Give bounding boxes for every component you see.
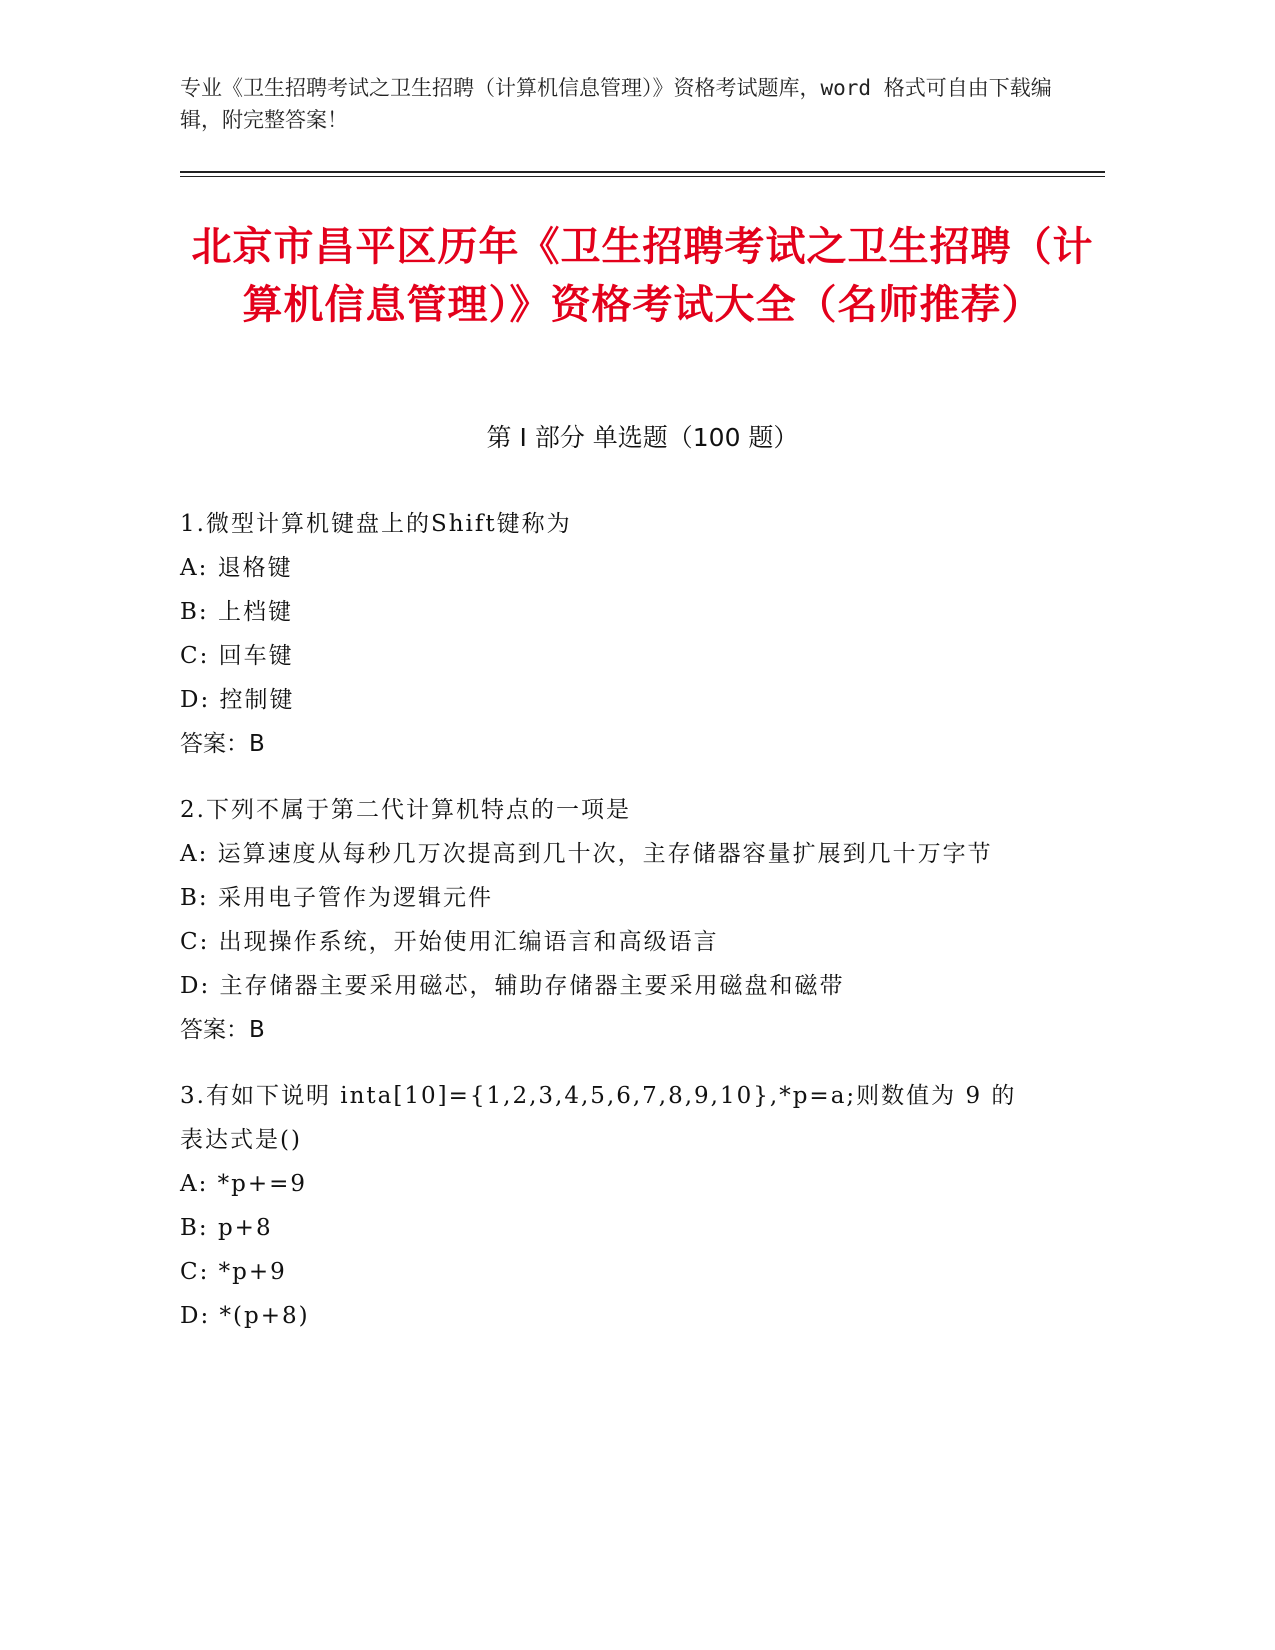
question-stem: 1.微型计算机键盘上的Shift键称为 (180, 511, 572, 537)
header-note: 专业《卫生招聘考试之卫生招聘（计算机信息管理）》资格考试题库，word 格式可自由下载编辑，附完整答案！ (180, 76, 1052, 132)
option-a: A: *p+=9 (180, 1171, 308, 1197)
section-heading: 第 I 部分 单选题（100 题） (486, 423, 799, 452)
question-stem: 2.下列不属于第二代计算机特点的一项是 (180, 797, 631, 823)
option-d: D: 控制键 (180, 687, 295, 713)
question-3 (180, 1074, 1040, 1338)
option-d: D: 主存储器主要采用磁芯，辅助存储器主要采用磁盘和磁带 (180, 973, 845, 999)
option-c: C: 回车键 (180, 643, 294, 669)
option-c: C: 出现操作系统，开始使用汇编语言和高级语言 (180, 929, 719, 955)
option-c: C: *p+9 (180, 1259, 287, 1285)
answer: 答案：B (180, 731, 265, 757)
header-rule-thick (180, 171, 1105, 173)
option-b: B: 上档键 (180, 599, 293, 625)
question-list (180, 502, 1040, 1360)
option-a: A: 运算速度从每秒几万次提高到几十次，主存储器容量扩展到几十万字节 (180, 841, 993, 867)
header-rule-thin (180, 176, 1105, 177)
answer: 答案：B (180, 1017, 265, 1043)
document-title: 北京市昌平区历年《卫生招聘考试之卫生招聘（计算机信息管理）》资格考试大全（名师推荐） (191, 224, 1094, 328)
option-b: B: 采用电子管作为逻辑元件 (180, 885, 493, 911)
question-2 (180, 788, 1040, 1052)
option-a: A: 退格键 (180, 555, 293, 581)
question-1 (180, 502, 1040, 766)
option-b: B: p+8 (180, 1215, 273, 1241)
option-d: D: *(p+8) (180, 1303, 310, 1329)
question-stem: 3.有如下说明 inta[10]={1,2,3,4,5,6,7,8,9,10},*p=a;则数值为 9 的表达式是() (180, 1083, 1017, 1153)
